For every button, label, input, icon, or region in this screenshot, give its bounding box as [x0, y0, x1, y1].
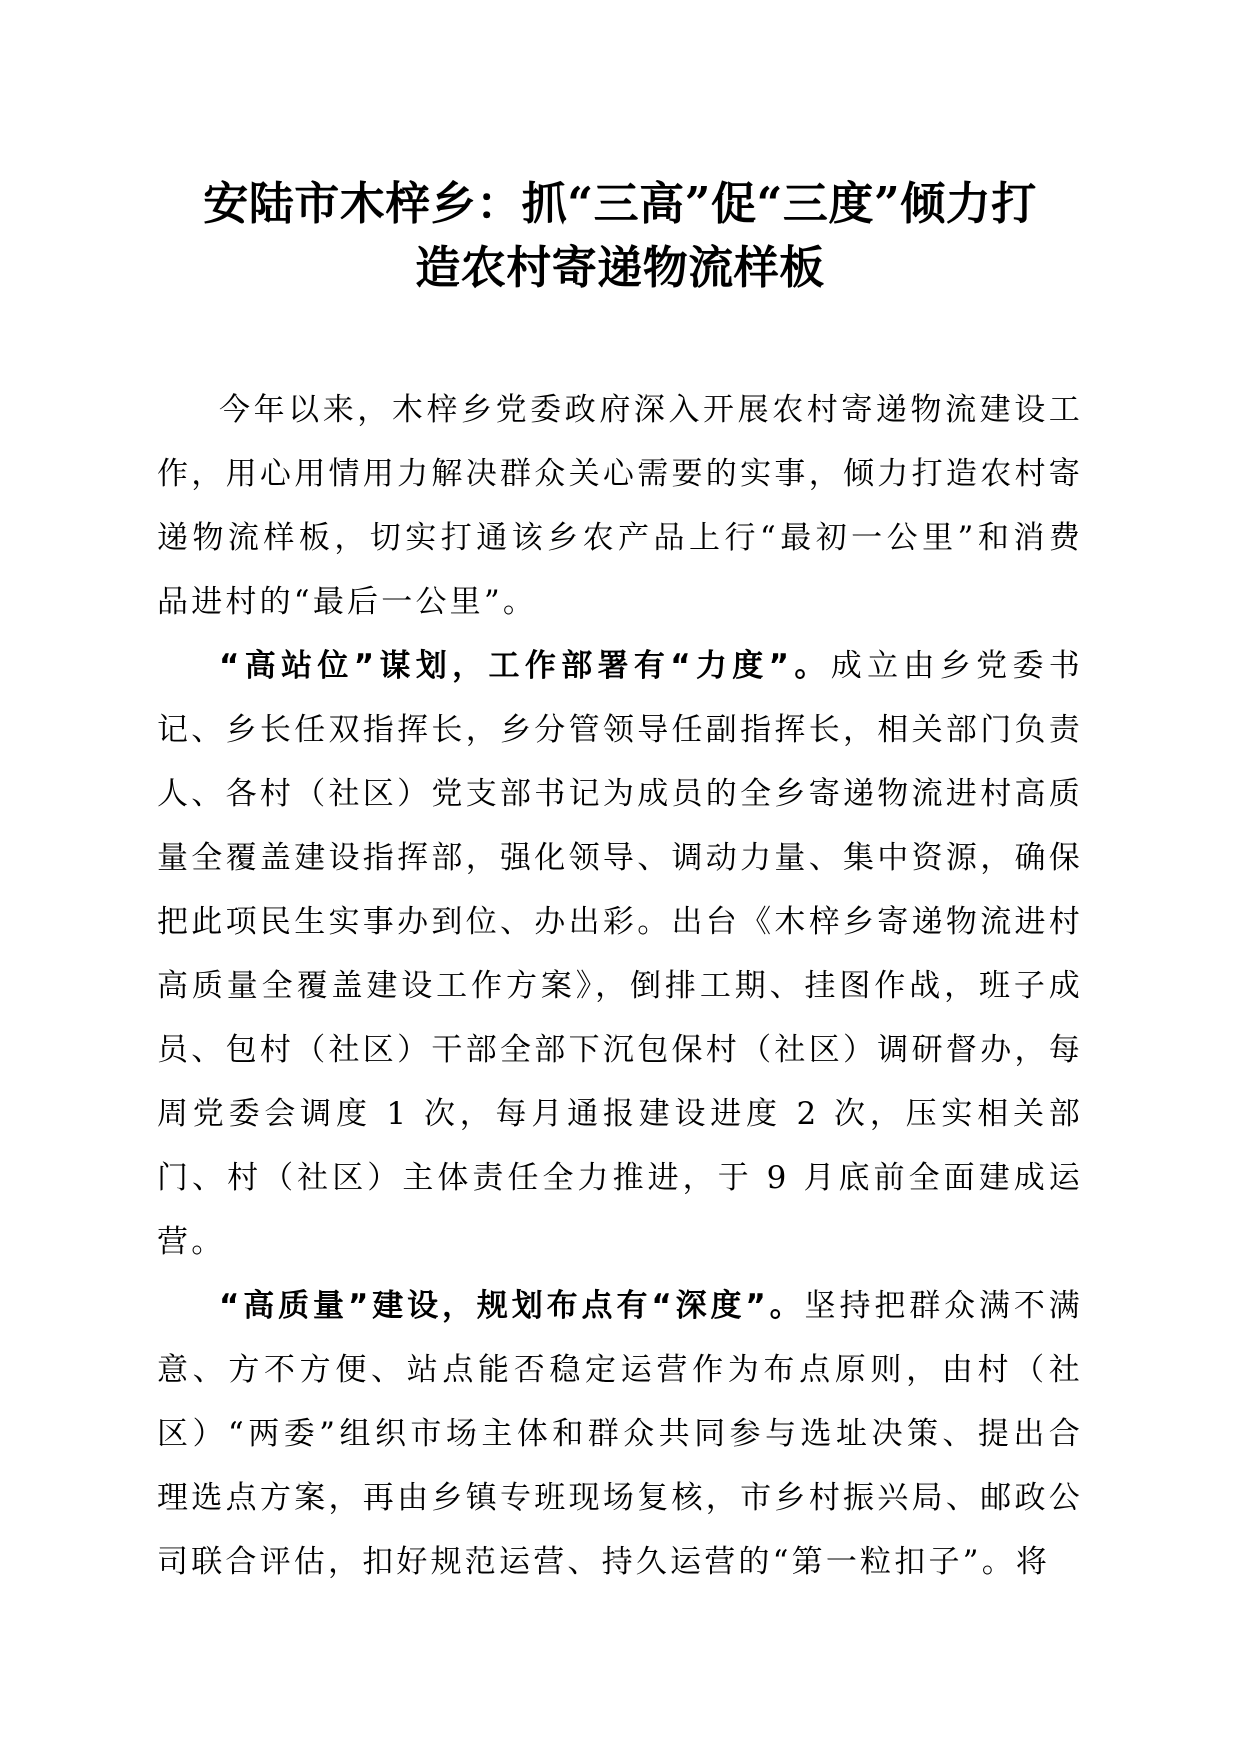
section-heading-2: “高质量”建设，规划布点有“深度”。	[219, 1288, 805, 1324]
section-text-1: 成立由乡党委书记、乡长任双指挥长，乡分管领导任副指挥长，相关部门负责人、各村（社区）党支部书记为成员的全乡寄递物流进村高质量全覆盖建设指挥部，强化领导、调动力量、集中资源，确保把此项民生实事办到位、办出彩。出台《木梓乡寄递物流进村高质量全覆盖建设工作方案》，倒排工期、挂图作战，班子成员、包村（社区）干部全部下沉包保村（社区）调研督办，每周党委会调度 1 次，每月通报建设进度 2 次，压实相关部门、村（社区）主体责任全力推进，于 9 月底前全面建成运营。	[157, 648, 1083, 1260]
section-paragraph-1	[157, 634, 1083, 1274]
section-heading-1: “高站位”谋划，工作部署有“力度”。	[219, 648, 831, 684]
section-paragraph-2	[157, 1274, 1083, 1594]
document-title	[140, 172, 1100, 300]
title-line-1: 安陆市木梓乡：抓“三高”促“三度”倾力打	[203, 177, 1037, 230]
section-text-2: 坚持把群众满不满意、方不方便、站点能否稳定运营作为布点原则，由村（社区）“两委”组织市场主体和群众共同参与选址决策、提出合理选点方案，再由乡镇专班现场复核，市乡村振兴局、邮政公司联合评估，扣好规范运营、持久运营的“第一粒扣子”。将	[157, 1288, 1083, 1580]
intro-paragraph: 今年以来，木梓乡党委政府深入开展农村寄递物流建设工作，用心用情用力解决群众关心需要的实事，倾力打造农村寄递物流样板，切实打通该乡农产品上行“最初一公里”和消费品进村的“最后一公里”。	[157, 392, 1083, 620]
title-line-2: 造农村寄递物流样板	[415, 241, 825, 294]
document-body	[157, 378, 1083, 1594]
